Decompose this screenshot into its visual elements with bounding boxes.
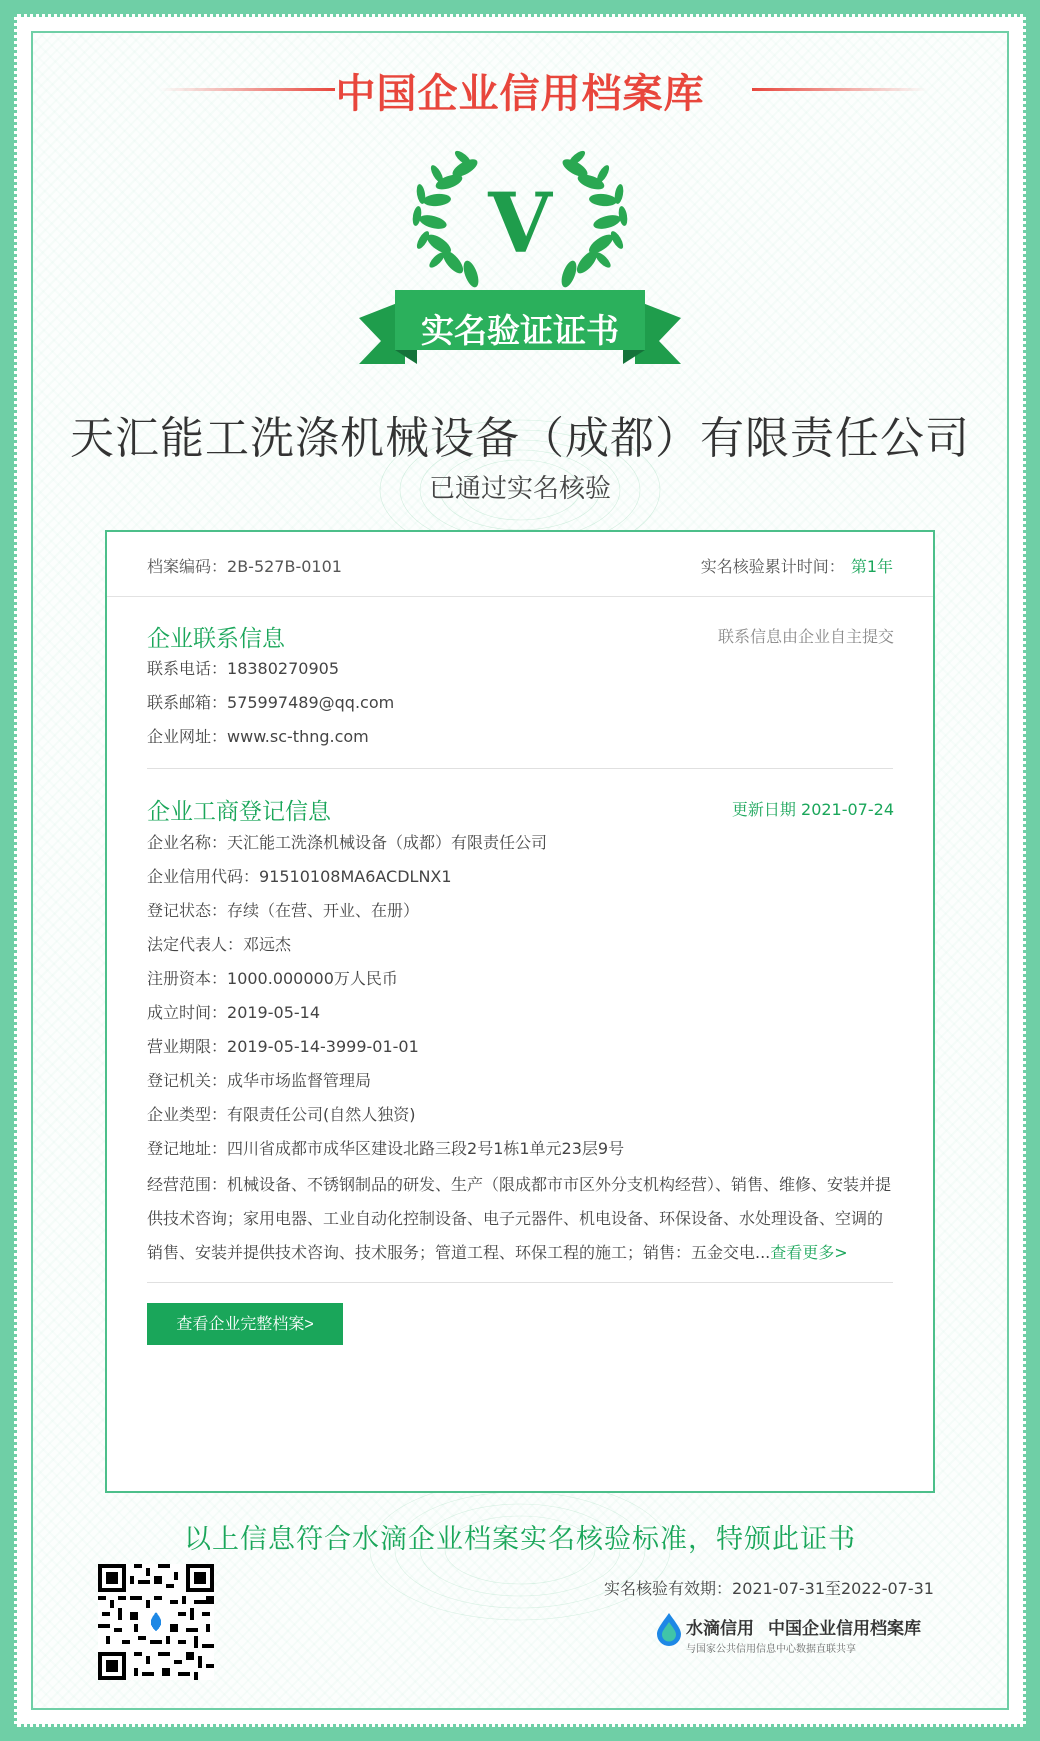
verification-status: 已通过实名核验 — [428, 474, 611, 504]
field-value: 575997489@qq.com — [227, 693, 395, 712]
field-label: 登记状态： — [147, 901, 228, 920]
contact-row-phone — [147, 656, 339, 679]
title-decor-line-right — [752, 88, 927, 91]
qr-code[interactable] — [98, 1564, 214, 1680]
validity-period — [604, 1576, 934, 1599]
verify-duration-value: 第1年 — [850, 557, 893, 576]
brand-logo — [656, 1610, 936, 1660]
reg-row-type — [147, 1102, 416, 1125]
field-label: 登记机关： — [147, 1071, 228, 1090]
field-label: 法定代表人： — [147, 935, 244, 954]
field-value: 天汇能工洗涤机械设备（成都）有限责任公司 — [227, 833, 548, 852]
field-value: 有限责任公司(自然人独资) — [227, 1105, 416, 1124]
field-value: 1000.000000万人民币 — [227, 969, 398, 988]
archive-title: 中国企业信用档案库 — [335, 71, 705, 117]
brand-main: 水滴信用 — [686, 1619, 754, 1639]
file-code-label: 档案编码： — [147, 557, 228, 576]
field-value: 成华市场监督管理局 — [227, 1071, 372, 1090]
reg-row-credit-code — [147, 864, 452, 887]
field-label: 营业期限： — [147, 1037, 228, 1056]
view-full-archive-button[interactable]: 查看企业完整档案> — [147, 1303, 343, 1345]
validity-label: 实名核验有效期： — [604, 1579, 733, 1598]
field-value: 四川省成都市成华区建设北路三段2号1栋1单元23层9号 — [227, 1139, 625, 1158]
field-value: 91510108MA6ACDLNX1 — [259, 867, 452, 886]
field-label: 企业网址： — [147, 727, 228, 746]
field-label: 企业名称： — [147, 833, 228, 852]
field-value: 邓远杰 — [243, 935, 292, 954]
reg-row-term — [147, 1034, 419, 1057]
file-code-value: 2B-527B-0101 — [227, 557, 342, 576]
archive-meta-row — [107, 532, 933, 597]
field-label: 企业类型： — [147, 1105, 228, 1124]
file-code — [147, 554, 342, 577]
water-drop-icon — [656, 1612, 682, 1646]
validity-value: 2021-07-31至2022-07-31 — [732, 1579, 934, 1598]
field-label: 注册资本： — [147, 969, 228, 988]
field-value: 2019-05-14-3999-01-01 — [227, 1037, 419, 1056]
brand-secondary: 中国企业信用档案库 — [768, 1619, 921, 1639]
field-value: 18380270905 — [227, 659, 339, 678]
company-name: 天汇能工洗涤机械设备（成都）有限责任公司 — [70, 413, 970, 464]
field-label: 联系邮箱： — [147, 693, 228, 712]
registration-update-date: 更新日期 2021-07-24 — [731, 800, 894, 819]
reg-row-legal-rep — [147, 932, 291, 955]
contact-row-website — [147, 724, 369, 747]
scope-more-link[interactable]: 查看更多> — [770, 1243, 848, 1262]
field-value: www.sc-thng.com — [227, 727, 369, 746]
section-divider — [147, 768, 893, 769]
certificate-statement: 以上信息符合水滴企业档案实名核验标准，特颁此证书 — [184, 1524, 856, 1555]
scope-label: 经营范围： — [147, 1175, 228, 1194]
contact-row-email — [147, 690, 394, 713]
field-value: 存续（在营、开业、在册） — [227, 901, 420, 920]
field-label: 成立时间： — [147, 1003, 228, 1022]
emblem-v-letter: V — [488, 176, 552, 272]
reg-row-address — [147, 1136, 624, 1159]
ribbon-title: 实名验证证书 — [421, 311, 619, 350]
registration-section-title: 企业工商登记信息 — [147, 799, 331, 825]
scope-text: 机械设备、不锈钢制品的研发、生产（限成都市市区外分支机构经营）、销售、维修、安装并提供技术咨询；家用电器、工业自动化控制设备、电子元器件、机电设备、环保设备、水处理设备、空调的销售、安装并提供技术咨询、技术服务；管道工程、环保工程的施工；销售：五金交电... — [147, 1175, 892, 1262]
reg-row-founded — [147, 1000, 320, 1023]
field-label: 企业信用代码： — [147, 867, 260, 886]
section-divider — [147, 1282, 893, 1283]
field-label: 联系电话： — [147, 659, 228, 678]
contact-section-note: 联系信息由企业自主提交 — [717, 627, 894, 646]
reg-row-status — [147, 898, 419, 921]
brand-tagline: 与国家公共信用信息中心数据直联共享 — [686, 1644, 856, 1655]
brand-name — [686, 1614, 921, 1639]
verify-duration-label: 实名核验累计时间： — [700, 557, 845, 576]
verify-duration — [701, 554, 893, 577]
field-value: 2019-05-14 — [227, 1003, 320, 1022]
business-scope — [147, 1168, 892, 1270]
reg-row-company-name — [147, 830, 547, 853]
reg-row-authority — [147, 1068, 371, 1091]
reg-row-capital — [147, 966, 398, 989]
contact-section-title: 企业联系信息 — [147, 626, 285, 652]
field-label: 登记地址： — [147, 1139, 228, 1158]
